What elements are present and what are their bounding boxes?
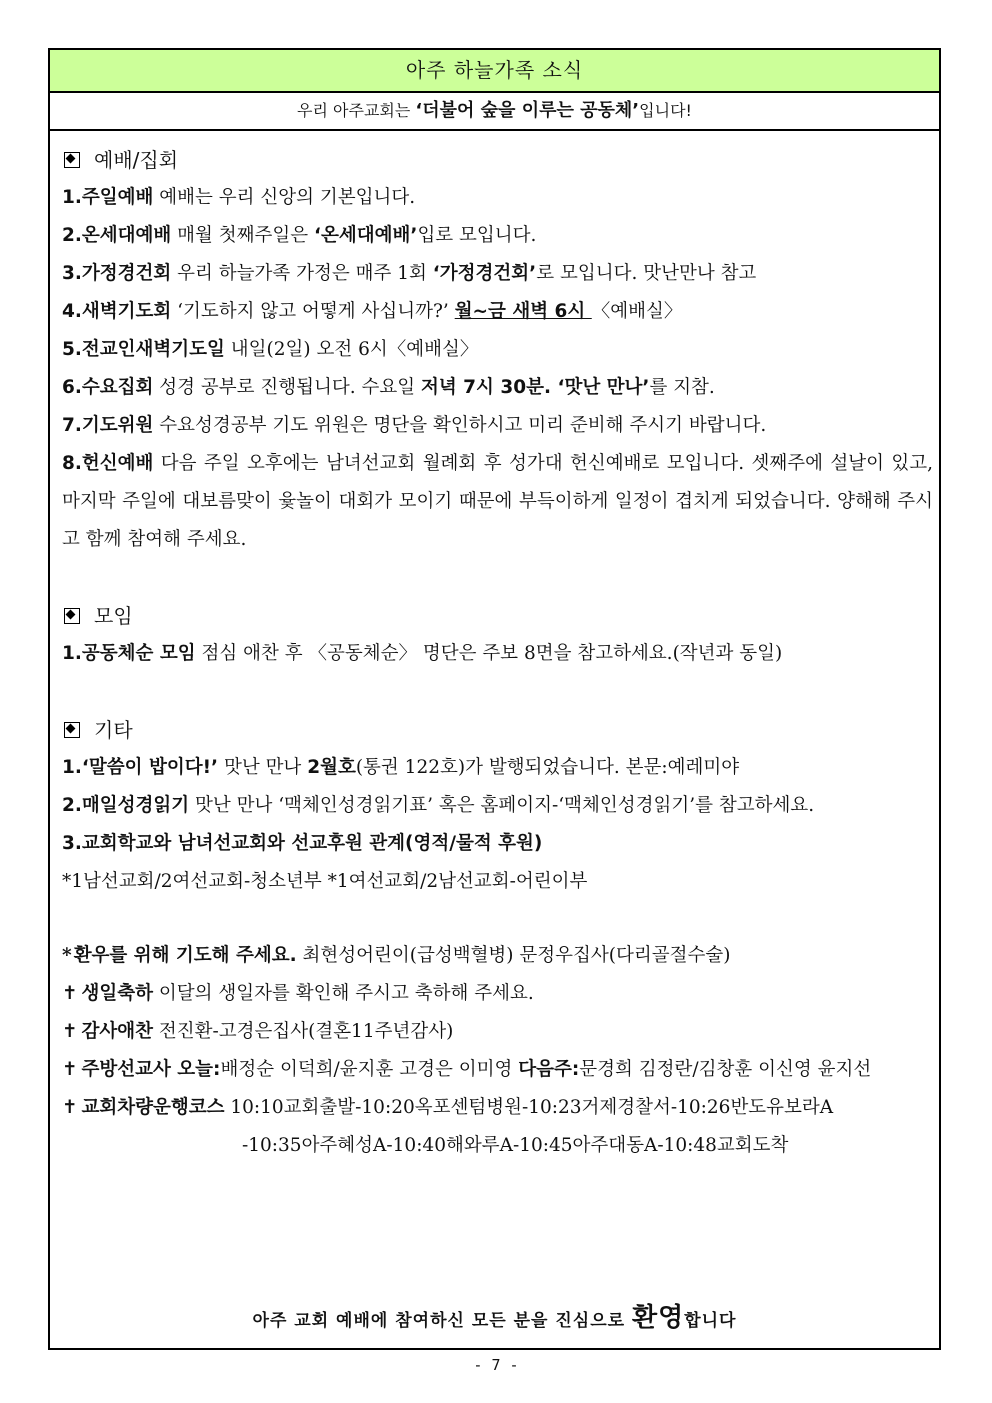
section-meeting-heading [62,597,933,635]
list-item: 3.교회학교와 남녀선교회와 선교후원 관계(영적/물적 후원) [62,833,543,854]
subtitle [50,93,939,131]
cross-icon: ✝ [62,1021,78,1042]
notice-prayer: * 환우를 위해 기도해 주세요. 최현성어린이(급성백혈병) 문정우집사(다리골절수술) [62,945,731,966]
notice-birthday: ✝ 생일축하 이달의 생일자를 확인해 주시고 축하해 주세요. [62,983,534,1004]
cross-icon: ✝ [62,1059,78,1080]
notice-kitchen: ✝ 주방선교사 오늘:배정순 이덕희/윤지훈 고경은 이미영 다음주:문경희 김정란/김창훈 이신영 윤지선 [62,1059,872,1080]
list-item: 1.주일예배 예배는 우리 신앙의 기본입니다. [62,187,416,208]
subtitle-motto: ‘더불어 숲을 이루는 공동체’ [415,100,640,121]
subtitle-pre: 우리 아주교회는 [297,101,416,120]
list-item: 4.새벽기도회 ‘기도하지 않고 어떻게 사십니까?’ 월~금 새벽 6시 〈예배실〉 [62,301,683,322]
welcome-message: 아주 교회 예배에 참여하신 모든 분을 진심으로 환영합니다 [252,1303,737,1333]
list-item: 8.헌신예배 다음 주일 오후에는 남녀선교회 월례회 후 성가대 헌신예배로 모입니다. 셋째주에 설날이 있고, 마지막 주일에 대보름맞이 윷놀이 대회가 모이기 때문에 부득이하게 일정이 겹치게 되었습니다. 양해해 주시고 함께 참여해 주세요. [62,453,933,550]
notice-bus-continued: -10:35아주혜성A-10:40해와루A-10:45아주대동A-10:48교회도착 [242,1135,789,1156]
cross-icon: ✝ [62,1097,78,1118]
diamond-box-icon [64,608,80,624]
section-etc-heading [62,711,933,749]
list-item: 1.‘말씀이 밥이다!’ 맛난 만나 2월호(통권 122호)가 발행되었습니다. 본문:예레미야 [62,757,740,778]
page-number: - 7 - [473,1356,519,1374]
section-heading-text: 모임 [94,604,133,628]
content [50,131,939,1165]
list-item: 2.온세대예배 매월 첫째주일은 ‘온세대예배’입로 모입니다. [62,225,537,246]
list-item: 7.기도위원 수요성경공부 기도 위원은 명단을 확인하시고 미리 준비해 주시기 바랍니다. [62,415,767,436]
bulletin-frame [48,48,941,1350]
section-heading-text: 기타 [94,718,133,742]
diamond-box-icon [64,722,80,738]
notice-bus: ✝ 교회차량운행코스 10:10교회출발-10:20옥포센텀병원-10:23거제경찰서-10:26반도유보라A [62,1097,834,1118]
cross-icon: ✝ [62,983,78,1004]
diamond-box-icon [64,152,80,168]
section-heading-text: 예배/집회 [94,148,179,172]
list-item: 1.공동체순 모임 점심 애찬 후 〈공동체순〉 명단은 주보 8면을 참고하세요.(작년과 동일) [62,643,783,664]
page-title: 아주 하늘가족 소식 [50,50,939,93]
subtitle-post: 입니다! [639,101,692,120]
section-worship-heading [62,141,933,179]
notice-thanks: ✝ 감사애찬 전진환-고경은집사(결혼11주년감사) [62,1021,454,1042]
list-item: 3.가정경건회 우리 하늘가족 가정은 매주 1회 ‘가정경건회’로 모입니다. 맛난만나 참고 [62,263,757,284]
list-item-note: *1남선교회/2여선교회-청소년부 *1여선교회/2남선교회-어린이부 [62,871,588,892]
asterisk-icon: * [62,945,72,966]
list-item: 6.수요집회 성경 공부로 진행됩니다. 수요일 저녁 7시 30분. ‘맛난 만나’를 지참. [62,377,715,398]
list-item: 2.매일성경읽기 맛난 만나 ‘맥체인성경읽기표’ 혹은 홈페이지-‘맥체인성경읽기’를 참고하세요. [62,795,815,816]
list-item: 5.전교인새벽기도일 내일(2일) 오전 6시〈예배실〉 [62,339,479,360]
